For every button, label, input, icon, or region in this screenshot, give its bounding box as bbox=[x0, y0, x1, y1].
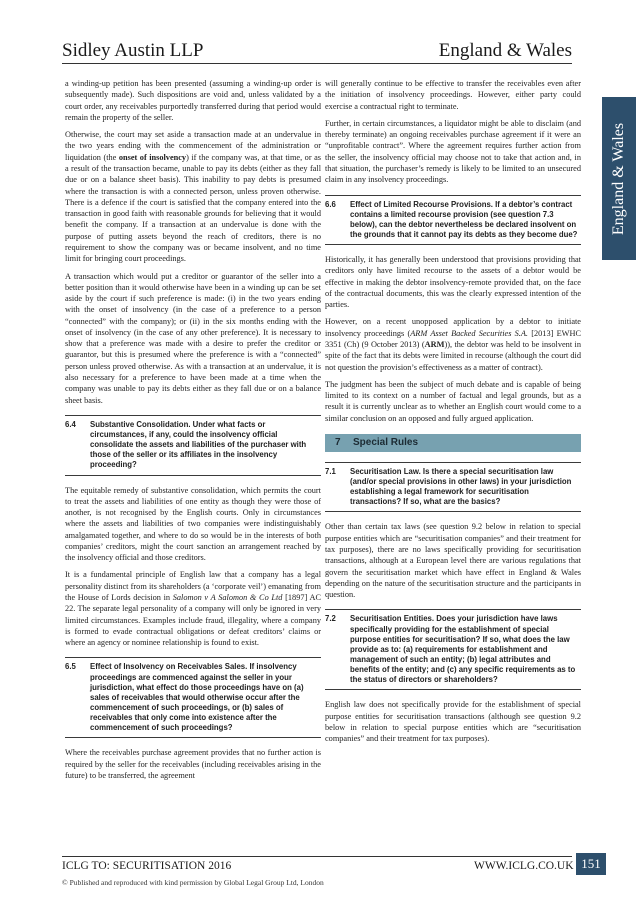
paragraph: Historically, it has generally been understood that provisions providing that creditors only have limited recourse to the assets of a debtor would be effective in making the debtor insolvency-remote provided that, on the face of the contractual documents, this was the clearly expressed intention of the parties. bbox=[325, 255, 581, 310]
text-run: ) if the company was, at that time, or as a result of the transaction became, unable to pay its debts (either as they fall due or on a balance sheet basis). This inability to pay debts is presumed where the transaction is with a connected person, unless proven otherwise. There is a defence if the court is satisfied that the company entered into the transaction in good faith with reasonable grounds for believing that it would benefit the company. If a transaction at an undervalue is done with the purpose of putting assets beyond the reach of creditors, there is no requirement to show the company was or became insolvent, and no time limit for bringing court proceedings. bbox=[65, 152, 321, 264]
text-run: However, on a recent unopposed application by a debtor to initiate insolvency proceedings ( bbox=[325, 317, 581, 338]
question-number: 6.4 bbox=[65, 419, 76, 429]
question-number: 6.6 bbox=[325, 199, 336, 209]
paragraph: The equitable remedy of substantive consolidation, which permits the court to treat the assets and liabilities of one entity as though they were those of another, is not recognised by the English courts. Only in circumstances where the assets and liabilities of two companies were indistinguishably amalgamated together, and where to do so would be in the interests of both companies’ creditors, might the court sanction an arrangement reached by the insolvency official and those creditors. bbox=[65, 485, 321, 563]
paragraph: will generally continue to be effective to transfer the receivables even after the initiation of insolvency proceedings. However, either party could exercise a contractual right to terminate. bbox=[325, 79, 581, 111]
question-6-6 bbox=[325, 195, 581, 246]
case-citation: Salomon v A Salomon & Co Ltd bbox=[172, 593, 283, 603]
defined-term: ARM bbox=[424, 340, 445, 349]
paragraph: English law does not specifically provide for the establishment of special purpose entities for securitisation transactions (although see question 9.2 below in relation to special purpose entities which are “securitisation companies” and their treatment for tax purposes). bbox=[325, 700, 581, 744]
question-7-1 bbox=[325, 462, 581, 513]
side-jurisdiction-tab bbox=[602, 97, 636, 260]
question-7-2 bbox=[325, 609, 581, 690]
question-number: 6.5 bbox=[65, 662, 76, 672]
paragraph: The judgment has been the subject of much debate and is capable of being limited to its context on a number of factual and legal grounds, but as a result it is currently unclear as to whether an English court would come to a similar conclusion on an opposed and fully argued application. bbox=[325, 379, 581, 423]
question-6-5 bbox=[65, 657, 321, 738]
footer-copyright: © Published and reproduced with kind permission by Global Legal Group Ltd, London bbox=[62, 878, 324, 887]
question-text: Substantive Consolidation. Under what facts or circumstances, if any, could the insolvency official consolidate the assets and liabilities of the purchaser with those of the seller or its affiliates in the insolvency proceeding? bbox=[90, 419, 307, 470]
defined-term: onset of insolvency bbox=[118, 152, 187, 162]
left-column bbox=[65, 78, 321, 787]
paragraph: Other than certain tax laws (see question 9.2 below in relation to special purpose entities which are “securitisation companies” and their treatment for tax purposes), there are no laws specifically providing for securitisation transactions, although at a European level there are various regulations that govern the securitisation market which have effect in England & Wales depending on the nature of the securitisation structure and the participants in question. bbox=[325, 522, 581, 600]
paragraph bbox=[325, 316, 581, 372]
question-6-4 bbox=[65, 415, 321, 476]
question-text: Effect of Insolvency on Receivables Sales. If insolvency proceedings are commenced against the seller in your jurisdiction, what effect do those proceedings have on (a) sales of receivables that would otherwise occur after the commencement of such proceedings, or (b) sales of receivables that only come into existence after the commencement of such proceedings? bbox=[90, 662, 304, 733]
question-number: 7.2 bbox=[325, 614, 336, 624]
section-title: Special Rules bbox=[353, 437, 419, 449]
text-run: It is a fundamental principle of English law that a company has a legal personality distinct from its shareholders (a ‘corporate veil’) emanating from the House of Lords decision in bbox=[65, 570, 321, 603]
side-tab-label: England & Wales bbox=[610, 122, 627, 235]
paragraph: Where the receivables purchase agreement provides that no further action is required by the seller for the receivables (including receivables arising in the future) to be transferred, the agreement bbox=[65, 748, 321, 780]
question-text: Effect of Limited Recourse Provisions. If a debtor’s contract contains a limited recourse provision (see question 7.3 below), can the debtor nevertheless be declared insolvent on the grounds that it cannot pay its debts as they become due? bbox=[350, 199, 578, 239]
footer-publication-title: ICLG TO: SECURITISATION 2016 bbox=[62, 860, 232, 872]
header-jurisdiction: England & Wales bbox=[438, 40, 572, 61]
footer-website: WWW.ICLG.CO.UK bbox=[474, 860, 574, 872]
paragraph: a winding-up petition has been presented (assuming a winding-up order is subsequently made). Such dispositions are void and, unless validated by a court order, any receivables purportedly transferred during that period would remain the property of the seller. bbox=[65, 79, 321, 122]
section-number: 7 bbox=[335, 437, 341, 449]
paragraph bbox=[65, 129, 321, 264]
header-firm-name: Sidley Austin LLP bbox=[62, 40, 204, 61]
page-number: 151 bbox=[576, 853, 606, 875]
paragraph: Further, in certain circumstances, a liquidator might be able to disclaim (and thereby terminate) an ongoing receivables purchase agreement if it were an “unprofitable contract”. Where the agreement requires further action from the seller, the insolvency official may choose not to take that action and, in that situation, the purchaser’s remedy is likely to be limited to an unsecured claim in any insolvency proceedings. bbox=[325, 118, 581, 185]
right-column bbox=[325, 78, 581, 750]
case-citation: ARM Asset Backed Securities S.A. bbox=[410, 328, 529, 338]
section-heading bbox=[325, 434, 581, 452]
header-divider bbox=[62, 63, 572, 64]
question-text: Securitisation Entities. Does your jurisdiction have laws specifically providing for the establishment of special purpose entities for securitisation? If so, what does the law provide as to: (a) requirements for establishment and management of such an entity; (b) legal attributes and benefits of the entity; and (c) any specific requirements as to the status of directors or shareholders? bbox=[350, 614, 576, 685]
paragraph bbox=[65, 569, 321, 648]
question-number: 7.1 bbox=[325, 466, 336, 476]
footer-divider bbox=[62, 856, 572, 857]
text-run: Otherwise, the court may set aside a transaction made at an undervalue in the two years ending with the commencement of the administration or liquidation (the bbox=[65, 130, 321, 162]
question-text: Securitisation Law. Is there a special securitisation law (and/or special provisions in other laws) in your jurisdiction establishing a legal framework for securitisation transactions? If so, what are the basics? bbox=[350, 466, 572, 507]
text-run: )), the debtor was held to be insolvent in spite of the fact that its debts were limited in recourse (although the court did not question the provision’s effectiveness as a matter of contract). bbox=[325, 340, 581, 372]
text-run: [2013] EWHC 3351 (Ch) (9 October 2013) ( bbox=[325, 328, 581, 349]
paragraph: A transaction which would put a creditor or guarantor of the seller into a better position than it would otherwise have been in a winding up can be set aside by the court if such preference is made: (i) in the two years ending with the onset of insolvency (in the case of a preference to a person “connected” with the company); or (ii) in the six months ending with the onset of insolvency (in the case of any other preference). It is necessary to show that a preference was made with a desire to prefer the creditor or guarantor, but this is presumed where the preference is with a “connected” person unless proved otherwise. As with a transaction at an undervalue, it is also necessary for a preference to have been made at a time when the company was unable to pay its debts either as they fall due or on a balance sheet basis. bbox=[65, 271, 321, 405]
text-run: [1897] AC 22. The separate legal personality of a company will only be ignored in very limited circumstances. Examples include fraud, illegality, where a company is formed to evade contractual obligations or defeat creditors’ claims or where an agency or nominee relationship is found to exist. bbox=[65, 593, 321, 648]
